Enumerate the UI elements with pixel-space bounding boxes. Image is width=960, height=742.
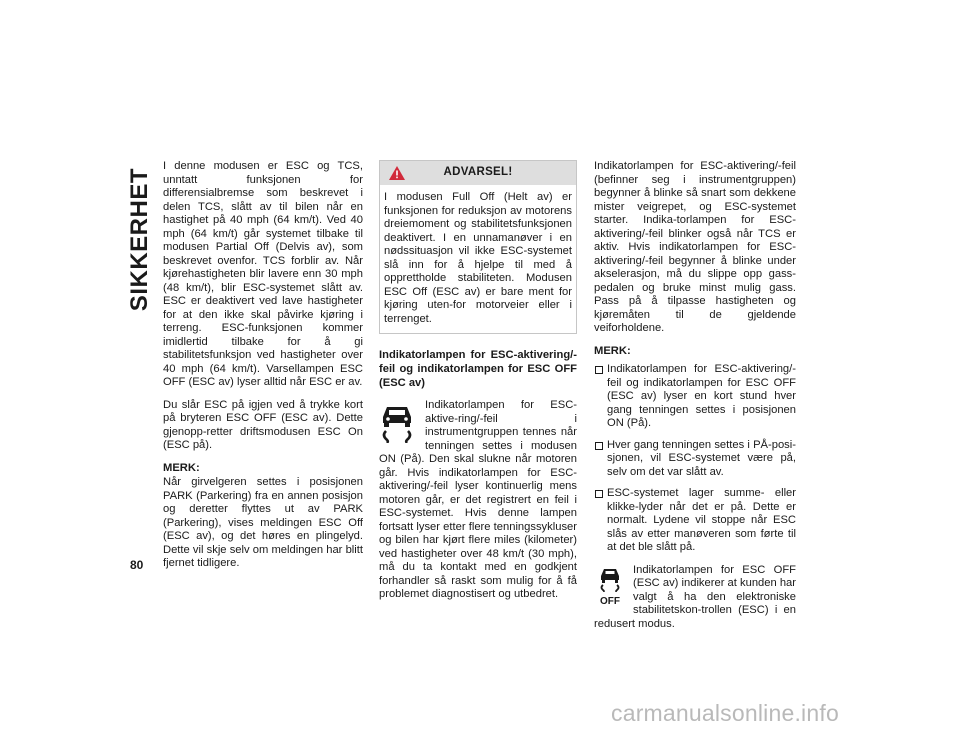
esc-off-paragraph — [594, 564, 796, 632]
esc-activation-icon — [379, 401, 419, 445]
paragraph-esc-on-again: Du slår ESC på igjen ved å trykke kort på bryteren ESC OFF (ESC av). Dette gjenopp-retter driftsmodusen ESC On (ESC på). — [163, 398, 363, 451]
paragraph-full-off-mode: I denne modusen er ESC og TCS, unntatt funksjonen for differensialbremse som beskrevet i delen TCS, slått av til bilen når en hastighet på 40 mph (64 km/t). Ved 40 mph (64 km/t) går systemet tilbake til modusen Partial Off (Delvis av), som beskrevet ovenfor. TCS forblir av. Når kjørehastigheten blir lavere enn 30 mph (48 km/t), blir ESC-systemet slått av. ESC er deaktivert ved lave hastigheter for at den ikke skal påvirke kjøring i terreng. ESC-funksjonen kommer imidlertid tilbake for å gi stabilitetsfunksjon ved hastigheter over 40 mph (64 km/t). Varsellampen ESC OFF (ESC av) lyser alltid når ESC er av. — [163, 160, 363, 388]
note-label-right: MERK: — [594, 344, 631, 357]
note-bullet-list — [594, 363, 796, 555]
esc-indicator-paragraph — [379, 399, 577, 602]
list-item: Hver gang tenningen settes i PÅ-posi-sjonen, vil ESC-systemet være på, selv om det var slått av. — [594, 439, 796, 480]
watermark: carmanualsonline.info — [611, 700, 839, 726]
column-right — [594, 160, 796, 631]
bullet-square-icon — [595, 366, 603, 374]
warning-title: ADVARSEL! — [443, 166, 513, 179]
paragraph-indicator-blink: Indikatorlampen for ESC-aktivering/-feil (befinner seg i instrumentgruppen) begynner å blinke så snart som dekkene mister veigrepet, og ESC-systemet starter. Indika-torlampen for ESC-aktivering/-feil blinker også når TCS er aktiv. Hvis indikatorlampen for ESC-aktivering/-feil begynner å blinke under akselerasjon, må du slippe opp gass-pedalen og bruke minst mulig gass. Pass på å tilpasse hastigheten og kjøremåten til de gjeldende veiforholdene. — [594, 160, 796, 334]
esc-off-text: Indikatorlampen for ESC OFF (ESC av) indikerer at kunden har valgt å ha den elektroniske stabilitetskon-trollen (ESC) i en redusert modus. — [594, 563, 796, 630]
bullet-square-icon — [595, 490, 603, 498]
bullet-square-icon — [595, 442, 603, 450]
esc-off-icon — [596, 566, 624, 608]
list-item: ESC-systemet lager summe- eller klikke-lyder når det er på. Dette er normalt. Lydene vil stoppe når ESC slås av etter manøveren som førte til at det ble slått på. — [594, 487, 796, 555]
warning-body: I modusen Full Off (Helt av) er funksjonen for reduksjon av motorens dreiemoment og stabilitetsfunksjonen deaktivert. I en unnamanøver i en nødssituasjon vil ikke ESC-systemet slå inn for å hjelpe til med å opprettholde stabiliteten. Modusen ESC Off (ESC av) er bare ment for kjøring uten-for motorveier eller i terrenget. — [384, 191, 572, 325]
section-heading-esc-indicator: Indikatorlampen for ESC-aktivering/-feil og indikatorlampen for ESC OFF (ESC av) — [379, 349, 577, 389]
warning-box — [379, 160, 577, 334]
esc-indicator-text: Indikatorlampen for ESC-aktive-ring/-feil i instrumentgruppen tennes når tenningen settes i modusen ON (På). Den skal slukne når motoren går. Hvis indikatorlampen for ESC-aktivering/-feil lyser kontinuerlig mens motoren går, er det registrert en feil i ESC-systemet. Hvis denne lampen fortsatt lyser etter flere tenningssykluser og bilen har kjørt flere miles (kilometer) ved hastigheter over 48 km/t (30 mph), må du ta kontakt med en godkjent forhandler så raskt som mulig for å få problemet diagnostisert og utbedret. — [379, 399, 577, 600]
warning-triangle-icon — [388, 165, 406, 181]
column-left — [163, 160, 363, 580]
note-label: MERK: — [163, 461, 200, 474]
note-text-park: Når girvelgeren settes i posisjonen PARK (Parkering) fra en annen posisjon og deretter flyttes ut av PARK (Parkering), vises meldingen ESC Off (ESC av), og det høres en plingelyd. Dette vil skje selv om meldingen har blitt fjernet tidligere. — [163, 476, 363, 569]
column-middle — [379, 160, 577, 602]
page-number: 80 — [130, 558, 144, 572]
warning-header — [380, 161, 576, 185]
list-item: Indikatorlampen for ESC-aktivering/-feil og indikatorlampen for ESC OFF (ESC av) lyser en kort stund hver gang tenningen settes i posisjonen ON (På). — [594, 363, 796, 431]
section-side-tab: SIKKERHET — [126, 168, 153, 312]
esc-off-icon-label: OFF — [600, 596, 620, 607]
